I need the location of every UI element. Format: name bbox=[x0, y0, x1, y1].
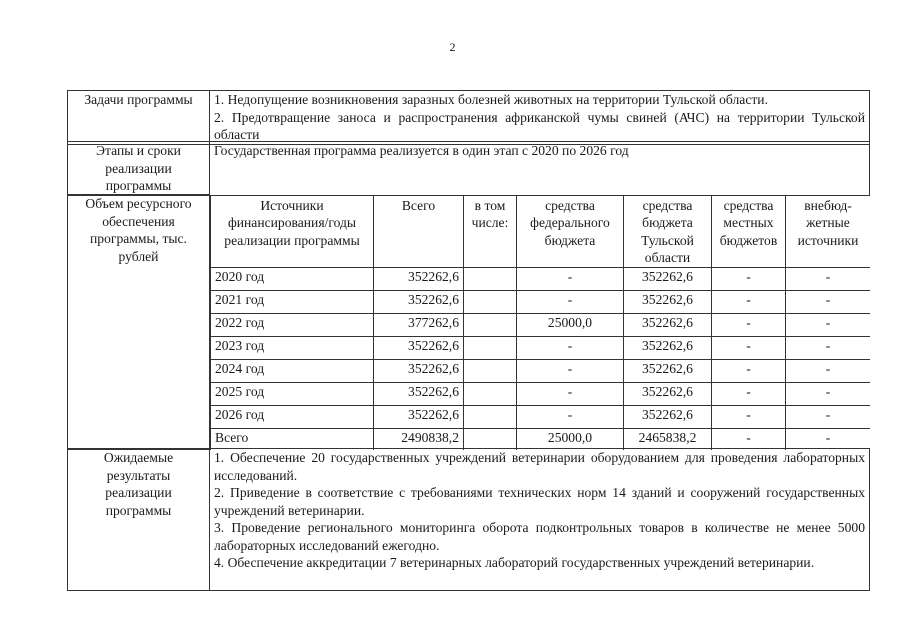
extrabudget-cell: - bbox=[786, 405, 870, 428]
extrabudget-cell: - bbox=[786, 382, 870, 405]
extrabudget-cell: - bbox=[786, 428, 870, 450]
results-content bbox=[210, 449, 870, 591]
federal-cell: - bbox=[517, 336, 624, 359]
table-row bbox=[211, 405, 870, 428]
local-cell: - bbox=[712, 336, 786, 359]
local-cell: - bbox=[712, 428, 786, 450]
including-cell bbox=[464, 336, 517, 359]
results-label: Ожидаемые результаты реализации программы bbox=[68, 449, 210, 591]
including-cell bbox=[464, 359, 517, 382]
year-cell: 2020 год bbox=[211, 267, 374, 290]
regional-cell: 352262,6 bbox=[624, 359, 712, 382]
stages-row bbox=[67, 141, 870, 196]
local-cell: - bbox=[712, 359, 786, 382]
header-federal: средства федерального бюджета bbox=[517, 195, 624, 267]
tasks-content bbox=[210, 91, 870, 145]
regional-cell: 352262,6 bbox=[624, 405, 712, 428]
total-cell: 377262,6 bbox=[374, 313, 464, 336]
table-row-total bbox=[211, 428, 870, 450]
extrabudget-cell: - bbox=[786, 267, 870, 290]
extrabudget-cell: - bbox=[786, 290, 870, 313]
page-number: 2 bbox=[449, 40, 456, 54]
total-cell: 352262,6 bbox=[374, 267, 464, 290]
task-item: 1. Недопущение возникновения заразных болезней животных на территории Тульской области. bbox=[214, 92, 768, 107]
result-item: 3. Проведение регионального мониторинга оборота подконтрольных товаров в количестве не менее 5000 лабораторных исследований ежегодно. bbox=[214, 520, 865, 553]
tasks-row bbox=[67, 90, 870, 145]
federal-cell: 25000,0 bbox=[517, 428, 624, 450]
stages-text: Государственная программа реализуется в один этап с 2020 по 2026 год bbox=[210, 142, 870, 196]
header-local: средства местных бюджетов bbox=[712, 195, 786, 267]
total-cell: 352262,6 bbox=[374, 336, 464, 359]
table-row bbox=[211, 313, 870, 336]
table-row bbox=[211, 290, 870, 313]
year-cell: Всего bbox=[211, 428, 374, 450]
federal-cell: - bbox=[517, 267, 624, 290]
total-cell: 352262,6 bbox=[374, 405, 464, 428]
task-item: 2. Предотвращение заноса и распространения африканской чумы свиней (АЧС) на территории Тульской области bbox=[214, 109, 865, 142]
including-cell bbox=[464, 290, 517, 313]
header-extrabudget: внебюд-жетные источники bbox=[786, 195, 870, 267]
funding-header-row bbox=[211, 195, 870, 267]
total-cell: 352262,6 bbox=[374, 382, 464, 405]
year-cell: 2021 год bbox=[211, 290, 374, 313]
year-cell: 2024 год bbox=[211, 359, 374, 382]
extrabudget-cell: - bbox=[786, 359, 870, 382]
result-item: 1. Обеспечение 20 государственных учреждений ветеринарии оборудованием для проведения лабораторных исследований. bbox=[214, 450, 865, 483]
year-cell: 2022 год bbox=[211, 313, 374, 336]
including-cell bbox=[464, 405, 517, 428]
year-cell: 2023 год bbox=[211, 336, 374, 359]
including-cell bbox=[464, 382, 517, 405]
federal-cell: 25000,0 bbox=[517, 313, 624, 336]
federal-cell: - bbox=[517, 290, 624, 313]
federal-cell: - bbox=[517, 405, 624, 428]
header-regional: средства бюджета Тульской области bbox=[624, 195, 712, 267]
header-sources: Источники финансирования/годы реализации программы bbox=[211, 195, 374, 267]
regional-cell: 2465838,2 bbox=[624, 428, 712, 450]
result-item: 4. Обеспечение аккредитации 7 ветеринарных лабораторий государственных учреждений ветеринарии. bbox=[214, 555, 815, 570]
funding-table-cell bbox=[210, 195, 870, 450]
including-cell bbox=[464, 428, 517, 450]
header-total: Всего bbox=[374, 195, 464, 267]
including-cell bbox=[464, 313, 517, 336]
tasks-label: Задачи программы bbox=[68, 91, 210, 145]
regional-cell: 352262,6 bbox=[624, 382, 712, 405]
local-cell: - bbox=[712, 313, 786, 336]
funding-label: Объем ресурсного обеспечения программы, тыс. рублей bbox=[68, 195, 210, 450]
federal-cell: - bbox=[517, 359, 624, 382]
total-cell: 352262,6 bbox=[374, 359, 464, 382]
funding-table bbox=[210, 195, 870, 450]
including-cell bbox=[464, 267, 517, 290]
year-cell: 2026 год bbox=[211, 405, 374, 428]
regional-cell: 352262,6 bbox=[624, 290, 712, 313]
year-cell: 2025 год bbox=[211, 382, 374, 405]
stages-label: Этапы и сроки реализации программы bbox=[68, 142, 210, 196]
results-row bbox=[67, 448, 870, 591]
table-row bbox=[211, 336, 870, 359]
table-row bbox=[211, 382, 870, 405]
regional-cell: 352262,6 bbox=[624, 336, 712, 359]
local-cell: - bbox=[712, 382, 786, 405]
federal-cell: - bbox=[517, 382, 624, 405]
result-item: 2. Приведение в соответствие с требованиями технических норм 14 зданий и сооружений государственных учреждений ветеринарии. bbox=[214, 485, 865, 518]
extrabudget-cell: - bbox=[786, 313, 870, 336]
local-cell: - bbox=[712, 267, 786, 290]
header-including: в том числе: bbox=[464, 195, 517, 267]
total-cell: 2490838,2 bbox=[374, 428, 464, 450]
extrabudget-cell: - bbox=[786, 336, 870, 359]
local-cell: - bbox=[712, 290, 786, 313]
table-row bbox=[211, 359, 870, 382]
funding-row bbox=[67, 194, 870, 450]
regional-cell: 352262,6 bbox=[624, 267, 712, 290]
regional-cell: 352262,6 bbox=[624, 313, 712, 336]
local-cell: - bbox=[712, 405, 786, 428]
table-row bbox=[211, 267, 870, 290]
total-cell: 352262,6 bbox=[374, 290, 464, 313]
